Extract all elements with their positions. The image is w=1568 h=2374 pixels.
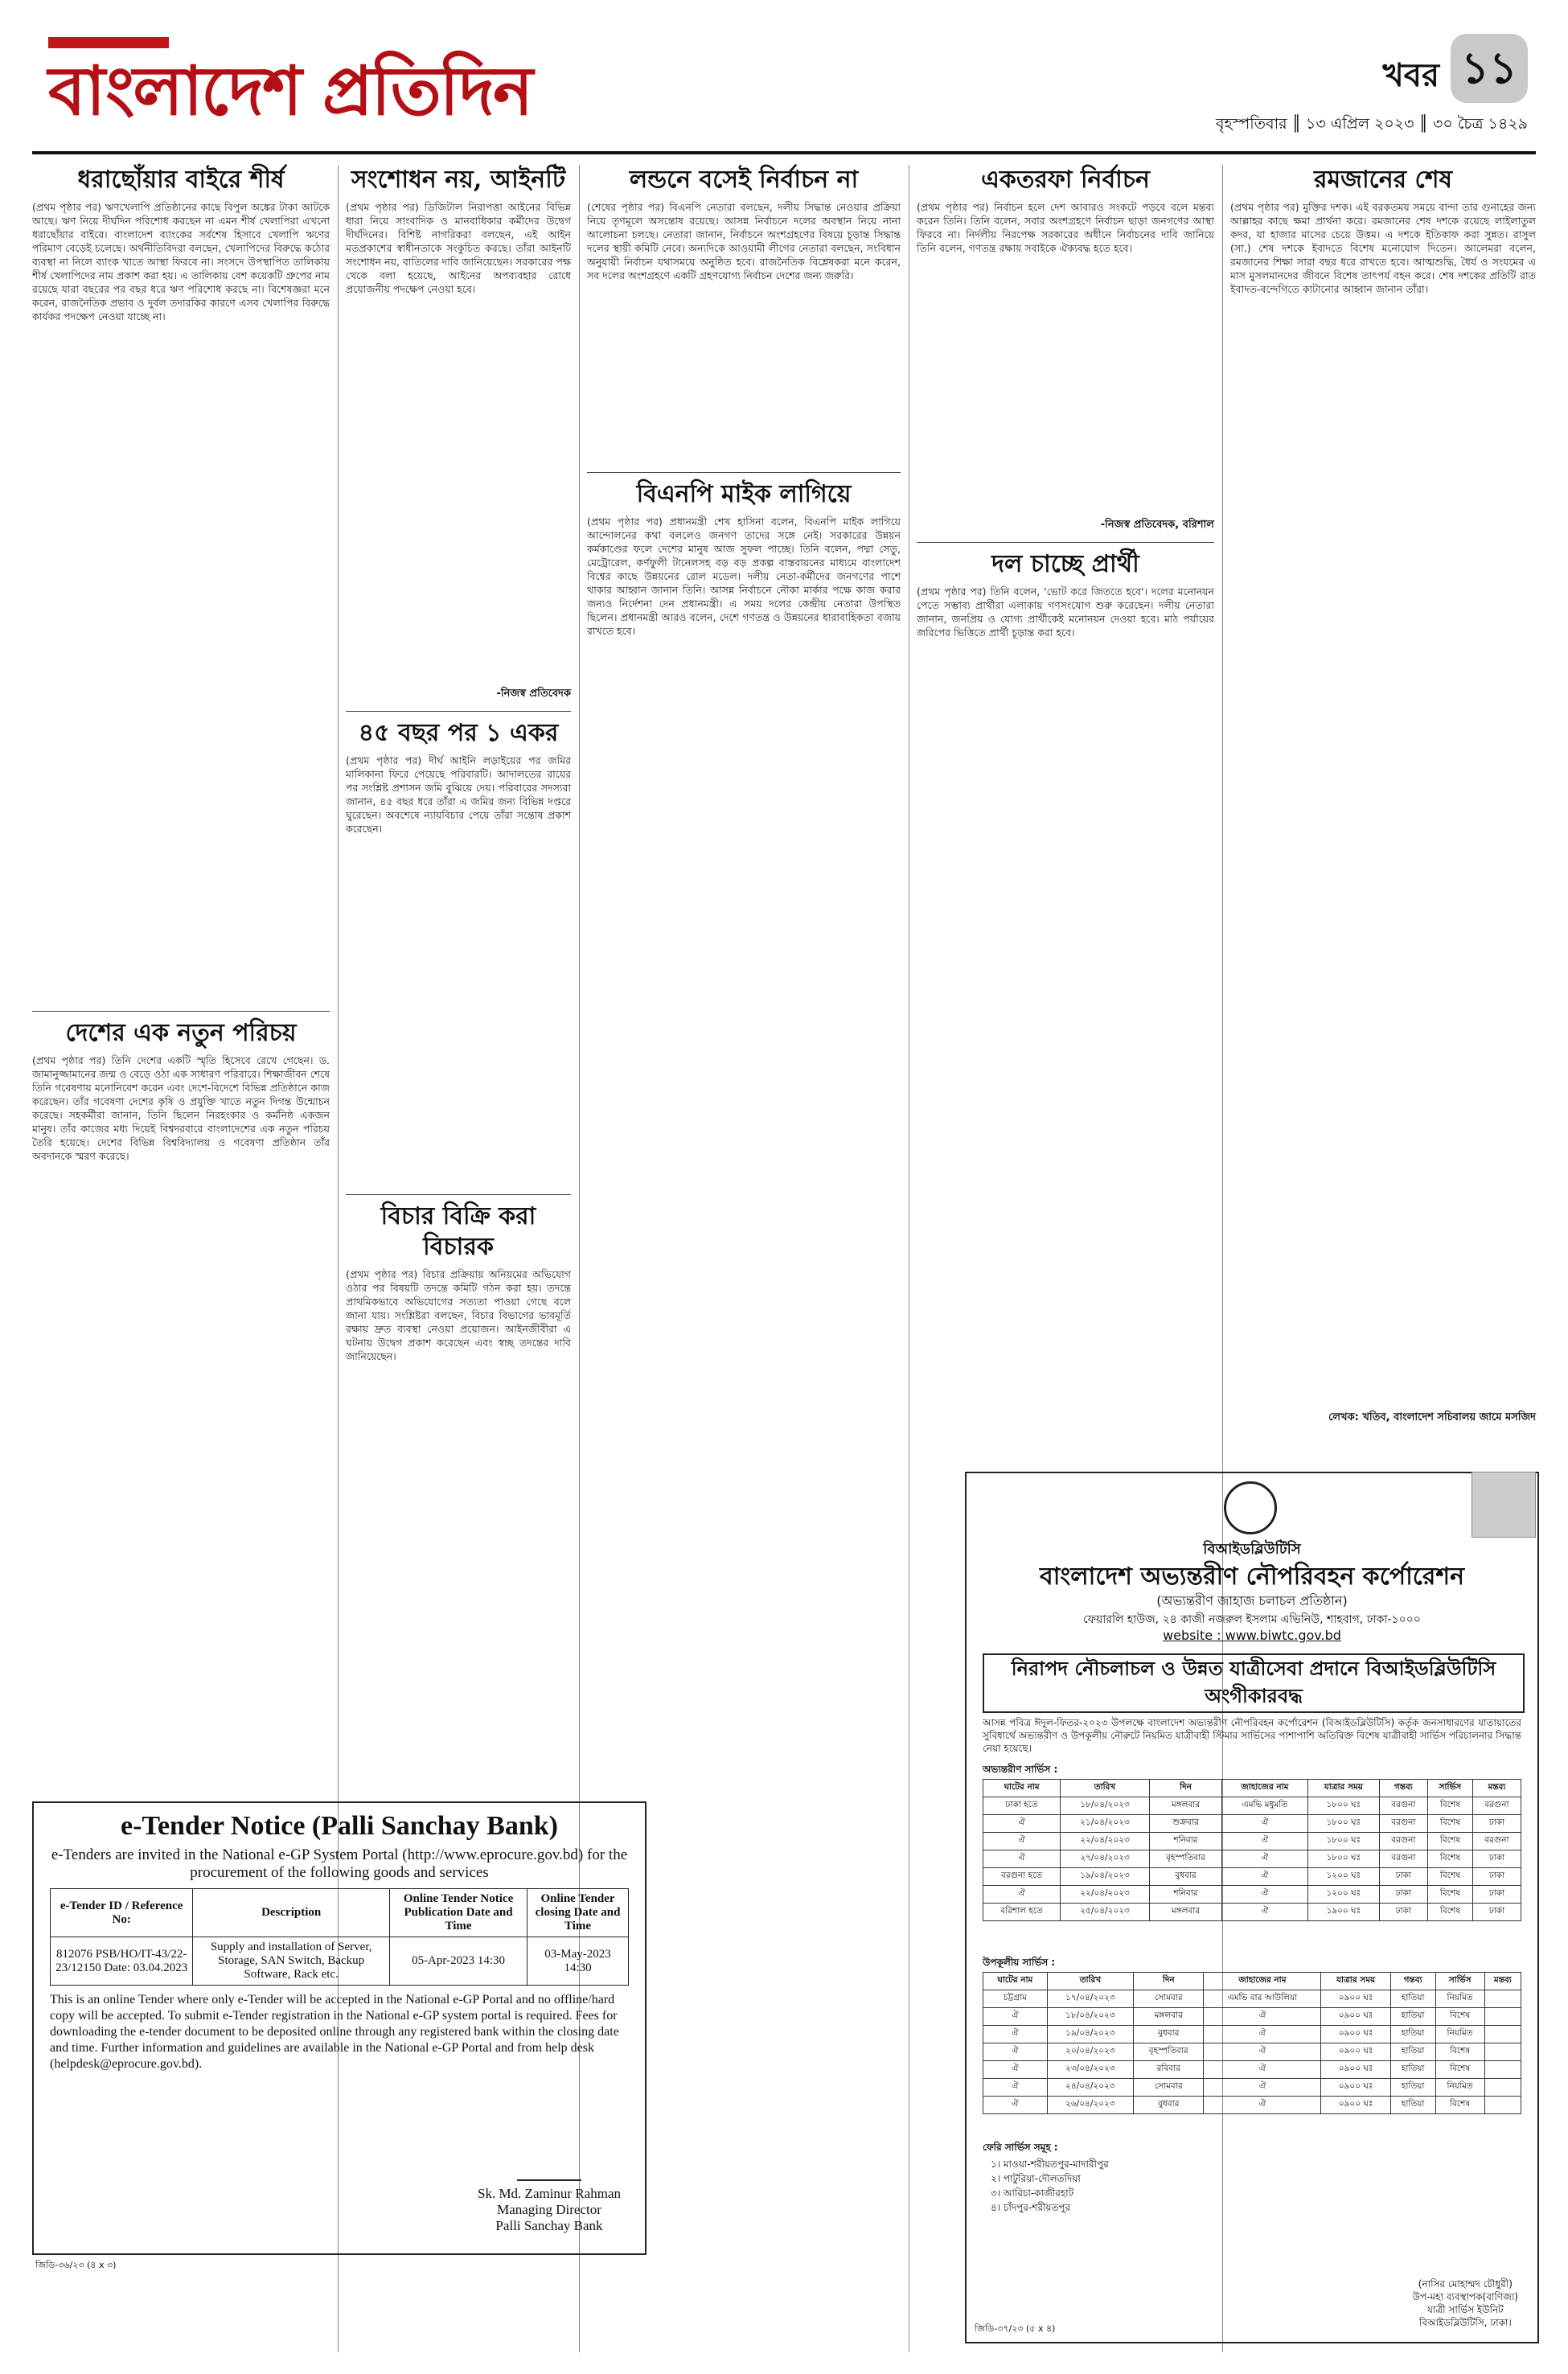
table-cell: ১৮/০৪/২০২৩ [1061, 1797, 1150, 1815]
article-body: (প্রথম পৃষ্ঠার পর) দীর্ঘ আইনি লড়াইয়ের পর জমির মালিকানা ফিরে পেয়েছে পরিবারটি। আদালতের রায়ের পর সংশ্লিষ্ট প্রশাসন জমি বুঝিয়ে দেয়। পরিবারের সদস্যরা জানান, ৪৫ বছর ধরে তাঁরা এ জমির জন্য বিভিন্ন দপ্তরে ঘুরেছেন। অবশেষে ন্যায়বিচার পেয়ে তাঁরা সন্তোষ প্রকাশ করেছেন। [346, 754, 571, 835]
table-cell: রবিবার [1134, 2061, 1204, 2079]
table-cell: ঐ [1222, 1886, 1308, 1904]
table-row [983, 1815, 1521, 1833]
table-cell: ১২০০ ঘঃ [1307, 1886, 1379, 1904]
ferry-service-label: ফেরি সার্ভিস সমূহ : [983, 2142, 1058, 2153]
table-cell: শনিবার [1149, 1886, 1221, 1904]
table-cell: ঐ [983, 2097, 1048, 2114]
table-cell: বিশেষ [1435, 2008, 1484, 2026]
ad-org-subtitle: (অভ্যন্তরীণ জাহাজ চলাচল প্রতিষ্ঠান) [1156, 1593, 1348, 1608]
table-cell: ঐ [983, 2043, 1048, 2061]
ad-code: জিডি-৩৭/২৩ (৫ x ৪) [975, 2323, 1056, 2334]
table-cell: নিয়মিত [1435, 2079, 1484, 2097]
table-cell: ০৯০০ ঘঃ [1321, 2043, 1390, 2061]
table-cell: হাতিয়া [1390, 2079, 1435, 2097]
table-cell: ১৮০০ ঘঃ [1307, 1850, 1379, 1868]
table-row [983, 1886, 1521, 1904]
list-item: ৩। আরিচা-কাজীরহাট [991, 2187, 1074, 2199]
article-body: (শেষের পৃষ্ঠার পর) বিএনপি নেতারা বলছেন, দলীয় সিদ্ধান্ত নেওয়ার প্রক্রিয়া নিয়ে তৃণমূলে অসন্তোষ রয়েছে। আসন্ন নির্বাচনে দলের অবস্থান নিয়ে নানা আলোচনা চলছে। নেতারা জানান, নির্বাচনে অংশগ্রহণের বিষয়ে চূড়ান্ত সিদ্ধান্ত দলের স্থায়ী কমিটি নেবে। অন্যদিকে আওয়ামী লীগের নেতারা বলছেন, সংবিধান অনুযায়ী নির্বাচন যথাসময়ে অনুষ্ঠিত হবে। রাজনৈতিক বিশ্লেষকরা মনে করেন, সব দলের অংশগ্রহণে একটি গ্রহণযোগ্য নির্বাচন দেশের জন্য জরুরি। [587, 201, 901, 281]
table-cell: ঐ [1204, 2079, 1321, 2097]
table-cell: বিশেষ [1427, 1797, 1472, 1815]
ad-org-short: বিআইডব্লিউটিসি [1203, 1541, 1301, 1558]
table-cell: ১৯০০ ঘঃ [1307, 1904, 1379, 1921]
tender-signature [478, 2162, 621, 2234]
table-cell: ১২০০ ঘঃ [1307, 1868, 1379, 1886]
signature-mark [517, 2162, 581, 2181]
table-cell: ১৮/০৪/২০২৩ [1047, 2008, 1133, 2026]
table-cell [1484, 2008, 1521, 2026]
signatory-name: (নাসির মোহাম্মদ চৌধুরী) [1418, 2278, 1513, 2290]
table-row [983, 2026, 1521, 2043]
table-row [51, 1937, 629, 1986]
table-cell: Supply and installation of Server, Storage, SAN Switch, Backup Software, Rack etc. [193, 1937, 390, 1986]
table-cell: ঐ [983, 1815, 1061, 1833]
table-cell: ঐ [1204, 2043, 1321, 2061]
table-cell: বরগুনা [1472, 1833, 1521, 1850]
table-cell: বরিশাল হতে [983, 1904, 1061, 1921]
table-header: সার্ভিস [1435, 1973, 1484, 1990]
coastal-service-label: উপকূলীয় সার্ভিস : [983, 1957, 1056, 1968]
table-cell: বৃহস্পতিবার [1149, 1850, 1221, 1868]
headline[interactable]: বিএনপি মাইক লাগিয়ে [636, 480, 852, 508]
inland-service-label: অভ্যন্তরীণ সার্ভিস : [983, 1764, 1058, 1775]
table-cell: ১৮০০ ঘঃ [1307, 1815, 1379, 1833]
masthead-rule [32, 151, 1536, 154]
table-header: তারিখ [1061, 1780, 1150, 1797]
separator [32, 1011, 330, 1012]
dateline: বৃহস্পতিবার ║ ১৩ এপ্রিল ২০২৩ ║ ৩০ চৈত্র ১৪২৯ [1215, 115, 1528, 133]
table-cell: 812076 PSB/HO/IT-43/22-23/12150 Date: 03.04.2023 [51, 1937, 193, 1986]
table-cell: ঢাকা হতে [983, 1797, 1061, 1815]
list-item: ৪। চাঁদপুর-শরীয়তপুর [991, 2202, 1071, 2213]
table-cell: বিশেষ [1435, 2061, 1484, 2079]
table-cell: এমভি মধুমতি [1222, 1797, 1308, 1815]
table-cell: বৃহস্পতিবার [1134, 2043, 1204, 2061]
table-cell [1484, 2061, 1521, 2079]
table-cell: ২২/০৪/২০২৩ [1061, 1833, 1150, 1850]
table-cell: সোমবার [1134, 1990, 1204, 2008]
table-cell [1484, 2097, 1521, 2114]
column-5 [1230, 165, 1536, 1435]
table-cell: ঐ [1222, 1815, 1308, 1833]
ad-org-title: বাংলাদেশ অভ্যন্তরীণ নৌপরিবহন কর্পোরেশন [1040, 1563, 1464, 1591]
table-cell: ঐ [983, 1850, 1061, 1868]
table-cell: ঐ [983, 2008, 1048, 2026]
table-header: গন্তব্য [1379, 1780, 1427, 1797]
article-body: (প্রথম পৃষ্ঠার পর) ডিজিটাল নিরাপত্তা আইনের বিভিন্ন ধারা নিয়ে সাংবাদিক ও মানবাধিকার কর্মীদের উদ্বেগ দীর্ঘদিনের। বিশিষ্ট নাগরিকরা বলছেন, এই আইন মতপ্রকাশের স্বাধীনতাকে সংকুচিত করছে। তাঁরা আইনটি সংশোধন নয়, বাতিলের দাবি জানিয়েছেন। সরকারের পক্ষ থেকে বলা হয়েছে, আইনের অপব্যবহার রোধে প্রয়োজনীয় পদক্ষেপ নেওয়া হবে। [346, 201, 571, 295]
tender-table [50, 1888, 629, 1986]
table-cell: মঙ্গলবার [1149, 1797, 1221, 1815]
headline[interactable]: ৪৫ বছর পর ১ একর [358, 719, 559, 747]
table-cell: ঐ [1204, 2026, 1321, 2043]
table-cell: বিশেষ [1427, 1833, 1472, 1850]
biwtc-ad [965, 1472, 1539, 2343]
byline: লেখক: খতিব, বাংলাদেশ সচিবালয় জামে মসজিদ [1328, 1411, 1536, 1423]
table-header: দিন [1134, 1973, 1204, 1990]
ad-code: জিডি-৩৬/২৩ (৪ x ৩) [35, 2260, 117, 2270]
table-cell: ঐ [983, 2026, 1048, 2043]
table-cell: ঢাকা [1379, 1886, 1427, 1904]
headline[interactable]: ধরাছোঁয়ার বাইরে শীর্ষ [77, 166, 285, 194]
table-cell: ঢাকা [1472, 1904, 1521, 1921]
table-cell: চট্টগ্রাম [983, 1990, 1048, 2008]
headline[interactable]: একতরফা নির্বাচন [981, 166, 1150, 194]
table-cell: ঐ [1222, 1904, 1308, 1921]
table-cell: হাতিয়া [1390, 2026, 1435, 2043]
page-number: ১১ [1451, 34, 1528, 103]
table-cell [1484, 2026, 1521, 2043]
table-cell: ০৯০০ ঘঃ [1321, 2079, 1390, 2097]
table-cell: 03-May-2023 14:30 [527, 1937, 629, 1986]
table-cell: ২৭/০৪/২০২৩ [1061, 1850, 1150, 1868]
table-cell: বরগুনা [1472, 1797, 1521, 1815]
table-header: গন্তব্য [1390, 1973, 1435, 1990]
ad-address: ফেয়ারলি হাউজ, ২৪ কাজী নজরুল ইসলাম এভিনিউ, শাহবাগ, ঢাকা-১০০০ [1083, 1613, 1421, 1626]
headline[interactable]: সংশোধন নয়, আইনটি [351, 166, 566, 194]
table-cell: বিশেষ [1427, 1815, 1472, 1833]
table-cell: বিশেষ [1427, 1886, 1472, 1904]
table-cell: ঐ [1204, 2008, 1321, 2026]
table-cell: বিশেষ [1435, 2097, 1484, 2114]
table-header: তারিখ [1047, 1973, 1133, 1990]
table-header: মন্তব্য [1484, 1973, 1521, 1990]
table-cell: বরগুনা [1379, 1815, 1427, 1833]
table-cell: ০৯০০ ঘঃ [1321, 2061, 1390, 2079]
table-cell: ১৯/০৪/২০২৩ [1061, 1868, 1150, 1886]
table-cell: ঢাকা [1472, 1815, 1521, 1833]
signatory-org: বিআইডব্লিউটিসি, ঢাকা। [1418, 2317, 1512, 2328]
column-1 [32, 165, 330, 1681]
article-body: (প্রথম পৃষ্ঠার পর) ঋণখেলাপি প্রতিষ্ঠানের কাছে বিপুল অঙ্কের টাকা আটকে আছে। ঋণ নিয়ে দীর্ঘদিন পরিশোধ করছেন না এমন শীর্ষ খেলাপিরা এখনো ধরাছোঁয়ার বাইরে। বাংলাদেশ ব্যাংকের সর্বশেষ হিসাবে খেলাপি ঋণের পরিমাণ বেড়েই চলেছে। অর্থনীতিবিদরা বলছেন, খেলাপিদের বিরুদ্ধে কঠোর ব্যবস্থা না নিলে ব্যাংক খাতে আস্থা ফিরবে না। সংসদে উপস্থাপিত তালিকায় শীর্ষ খেলাপিদের নাম প্রকাশ করা হয়। এ তালিকায় বেশ কয়েকটি গ্রুপের নাম রয়েছে যারা বছরের পর বছর ধরে ঋণ পরিশোধ করছে না। বিশেষজ্ঞরা মনে করেন, রাজনৈতিক প্রভাব ও দুর্বল তদারকির কারণে এসব খেলাপির বিরুদ্ধে কার্যকর পদক্ষেপ নেওয়া যাচ্ছে না। [32, 201, 330, 322]
table-cell: ঐ [1222, 1850, 1308, 1868]
separator [587, 472, 901, 473]
table-cell: বিশেষ [1435, 2043, 1484, 2061]
table-cell: শনিবার [1149, 1833, 1221, 1850]
table-cell: ১৯/০৪/২০২৩ [1047, 2026, 1133, 2043]
table-cell: বুধবার [1134, 2097, 1204, 2114]
byline: -নিজস্ব প্রতিবেদক [496, 688, 571, 700]
table-cell: ঐ [983, 2079, 1048, 2097]
masthead [32, 18, 1536, 146]
table-cell: ২০/০৪/২০২৩ [1047, 2043, 1133, 2061]
column-2 [346, 165, 571, 1718]
article-body: (প্রথম পৃষ্ঠার পর) তিনি দেশের একটি স্মৃতি হিসেবে রেখে গেছেন। ড. জামানুজ্জামানের জন্ম ও বেড়ে ওঠা এক সাধারণ পরিবারে। শিক্ষাজীবন শেষে তিনি গবেষণায় মনোনিবেশ করেন এবং দেশে-বিদেশে বিভিন্ন প্রতিষ্ঠানে কাজ করেছেন। তাঁর গবেষণা দেশের কৃষি ও প্রযুক্তি খাতে নতুন দিগন্ত উন্মোচন করেছে। সহকর্মীরা জানান, তিনি ছিলেন নিরহংকার ও কর্মনিষ্ঠ একজন মানুষ। তাঁর কাজের মধ্য দিয়েই বিশ্বদরবারে বাংলাদেশের এক নতুন পরিচয় তৈরি হয়েছে। দেশের বিভিন্ন বিশ্ববিদ্যালয় ও গবেষণা প্রতিষ্ঠান তাঁর অবদানকে স্মরণ করেছে। [32, 1054, 330, 1162]
ad-body: আসন্ন পবিত্র ঈদুল-ফিতর-২০২৩ উপলক্ষে বাংলাদেশ অভ্যন্তরীণ নৌপরিবহন কর্পোরেশন (বিআইডব্লিউটিসি) কর্তৃক জনসাধারণের যাতায়াতের সুবিধার্থে অভ্যন্তরীণ ও উপকূলীয় নৌরুটে নিয়মিত যাত্রীবাহী স্টিমার সার্ভিসের পাশাপাশি অতিরিক্ত বিশেষ যাত্রীবাহী সার্ভিস পরিচালনার সিদ্ধান্ত নেয়া হয়েছে। [983, 1717, 1521, 1754]
table-cell: বিশেষ [1427, 1868, 1472, 1886]
table-cell: ২৪/০৪/২০২৩ [1047, 2079, 1133, 2097]
table-cell: বুধবার [1134, 2026, 1204, 2043]
signatory-name: Sk. Md. Zaminur Rahman [477, 2186, 621, 2201]
separator [346, 1194, 571, 1195]
table-row [983, 2079, 1521, 2097]
table-header: যাত্রার সময় [1321, 1973, 1390, 1990]
table-cell: ২৩/০৪/২০২৩ [1047, 2061, 1133, 2079]
table-cell: ঐ [1222, 1833, 1308, 1850]
table-cell: ঐ [983, 1833, 1061, 1850]
signatory-title: উপ-মহা ব্যবস্থাপক(বাণিজ্য) [1412, 2291, 1518, 2302]
table-header: ঘাটের নাম [983, 1973, 1048, 1990]
newspaper-logo[interactable]: বাংলাদেশ প্রতিদিন [48, 51, 532, 130]
signatory-org: Palli Sanchay Bank [495, 2218, 603, 2233]
article-body: (প্রথম পৃষ্ঠার পর) মুক্তির দশক। এই বরকতময় সময়ে বান্দা তার গুনাহের জন্য আল্লাহর কাছে ক্ষমা প্রার্থনা করে। রমজানের শেষ দশকে রয়েছে লাইলাতুল কদর, যা হাজার মাসের চেয়ে উত্তম। এ দশকে ইতিকাফ করা সুন্নত। রাসুল (সা.) শেষ দশকে ইবাদতে বিশেষ মনোযোগ দিতেন। আলেমরা বলেন, রমজানের শিক্ষা সারা বছর ধরে রাখতে হবে। আত্মশুদ্ধি, ধৈর্য ও সংযমের এ মাস মুসলমানদের জীবনে বিশেষ তাৎপর্য বহন করে। শেষ দশকের প্রতিটি রাত ইবাদত-বন্দেগিতে কাটানোর আহ্বান জানান তাঁরা। [1230, 201, 1536, 295]
table-cell: ঢাকা [1472, 1868, 1521, 1886]
signatory-title: Managing Director [497, 2202, 601, 2217]
table-cell: ১৭/০৪/২০২৩ [1047, 1990, 1133, 2008]
table-cell: এমভি বার আউলিয়া [1204, 1990, 1321, 2008]
table-cell: ঢাকা [1472, 1850, 1521, 1868]
table-cell: ১৮০০ ঘঃ [1307, 1833, 1379, 1850]
table-cell: ঐ [1204, 2097, 1321, 2114]
portrait-photo [1472, 1472, 1536, 1538]
table-cell: ০৯০০ ঘঃ [1321, 2097, 1390, 2114]
table-cell: 05-Apr-2023 14:30 [389, 1937, 527, 1986]
table-header: e-Tender ID / Reference No: [51, 1889, 193, 1937]
tender-intro: e-Tenders are invited in the National e-GP System Portal (http://www.eprocure.gov.bd) for the procurement of the following goods and services [51, 1846, 628, 1881]
table-row [983, 1868, 1521, 1886]
article-body: (প্রথম পৃষ্ঠার পর) প্রধানমন্ত্রী শেখ হাসিনা বলেন, বিএনপি মাইক লাগিয়ে আন্দোলনের কথা বললেও জনগণ তাদের সঙ্গে নেই। সরকারের উন্নয়ন কর্মকাণ্ডের ফলে দেশের মানুষ আজ সুফল পাচ্ছে। তিনি বলেন, পদ্মা সেতু, মেট্রোরেল, কর্ণফুলী টানেলসহ বড় বড় প্রকল্প বাস্তবায়নের মাধ্যমে বাংলাদেশ বিশ্বের কাছে উন্নয়নের রোল মডেল। দলীয় নেতা-কর্মীদের জনগণের পাশে থাকার আহ্বান জানান তিনি। আসন্ন নির্বাচনে নৌকা মার্কার পক্ষে কাজ করার জন্যও নির্দেশনা দেন প্রধানমন্ত্রী। এ সময় দলের কেন্দ্রীয় নেতারা উপস্থিত ছিলেন। প্রধানমন্ত্রী আরও বলেন, দেশে গণতন্ত্র ও উন্নয়নের ধারাবাহিকতা বজায় রাখতে হবে। [587, 515, 901, 637]
table-header: মন্তব্য [1472, 1780, 1521, 1797]
table-cell: হাতিয়া [1390, 2061, 1435, 2079]
table-cell: বরগুনা [1379, 1797, 1427, 1815]
table-cell: মঙ্গলবার [1134, 2008, 1204, 2026]
table-header: Online Tender Notice Publication Date and Time [389, 1889, 527, 1937]
headline[interactable]: লন্ডনে বসেই নির্বাচন না [629, 166, 859, 194]
article-body: (প্রথম পৃষ্ঠার পর) বিচার প্রক্রিয়ায় অনিয়মের অভিযোগ ওঠার পর বিষয়টি তদন্তে কমিটি গঠন করা হয়। তদন্তে প্রাথমিকভাবে অভিযোগের সত্যতা পাওয়া গেছে বলে জানা যায়। সংশ্লিষ্টরা বলছেন, বিচার বিভাগের ভাবমূর্তি রক্ষায় দ্রুত ব্যবস্থা নেওয়া প্রয়োজন। আইনজীবীরা এ ঘটনায় উদ্বেগ প্রকাশ করেছেন এবং স্বচ্ছ তদন্তের দাবি জানিয়েছেন। [346, 1268, 571, 1362]
coastal-schedule-table [983, 1972, 1521, 2114]
table-cell: ০৯০০ ঘঃ [1321, 1990, 1390, 2008]
list-item: ২। পাটুরিয়া-দৌলতদিয়া [991, 2173, 1081, 2184]
signatory-unit: যাত্রী সার্ভিস ইউনিট [1426, 2304, 1504, 2315]
table-cell: বরগুনা হতে [983, 1868, 1061, 1886]
tender-notice-ad [32, 1801, 646, 2255]
table-header: সার্ভিস [1427, 1780, 1472, 1797]
table-row [983, 1797, 1521, 1815]
headline[interactable]: দেশের এক নতুন পরিচয় [65, 1019, 297, 1047]
table-cell: নিয়মিত [1435, 1990, 1484, 2008]
separator [917, 542, 1214, 543]
table-cell: ০৯০০ ঘঃ [1321, 2008, 1390, 2026]
table-cell: ঐ [1204, 2061, 1321, 2079]
table-row [983, 1904, 1521, 1921]
table-cell: ০৯০০ ঘঃ [1321, 2026, 1390, 2043]
table-header: জাহাজের নাম [1204, 1973, 1321, 1990]
table-cell [1484, 1990, 1521, 2008]
headline[interactable]: দল চাচ্ছে প্রার্থী [991, 550, 1139, 578]
tender-note: This is an online Tender where only e-Tender will be accepted in the National e-GP Portal and no offline/hard copy will be accepted. To submit e-Tender registration in the National e-GP system portal is required. Fees for downloading the e-tender document to be deposited online through any registered bank within the closing date and time. Further information and guidelines are available in the National e-GP Portal and from help desk (helpdesk@eprocure.gov.bd). [50, 1993, 619, 2071]
table-row [983, 2061, 1521, 2079]
tender-title: e-Tender Notice (Palli Sanchay Bank) [120, 1811, 559, 1841]
table-row [983, 1850, 1521, 1868]
article-body: (প্রথম পৃষ্ঠার পর) তিনি বলেন, 'ভোট করে জিততে হবে'। দলের মনোনয়ন পেতে সম্ভাব্য প্রার্থীরা এলাকায় গণসংযোগ শুরু করেছেন। দলীয় নেতারা জানান, জনপ্রিয় ও যোগ্য প্রার্থীকেই মনোনয়ন দেওয়া হবে। মাঠ পর্যায়ের জরিপের ভিত্তিতে প্রার্থী চূড়ান্ত করা হবে। [917, 585, 1214, 639]
table-cell: ২১/০৪/২০২৩ [1061, 1815, 1150, 1833]
table-cell: ১৮০০ ঘঃ [1307, 1797, 1379, 1815]
table-cell: সোমবার [1134, 2079, 1204, 2097]
column-4 [917, 165, 1214, 890]
table-cell: ২৫/০৪/২০২৩ [1061, 1904, 1150, 1921]
separator [346, 711, 571, 712]
table-cell [1484, 2043, 1521, 2061]
table-header: যাত্রার সময় [1307, 1780, 1379, 1797]
ship-wheel-icon [1224, 1481, 1277, 1534]
table-cell: হাতিয়া [1390, 2008, 1435, 2026]
table-header: জাহাজের নাম [1222, 1780, 1308, 1797]
byline: -নিজস্ব প্রতিবেদক, বরিশাল [1100, 519, 1214, 531]
table-row [983, 1833, 1521, 1850]
table-row [983, 2097, 1521, 2114]
table-cell: ঐ [1222, 1868, 1308, 1886]
table-cell: শুক্রবার [1149, 1815, 1221, 1833]
table-cell: হাতিয়া [1390, 2097, 1435, 2114]
article-body: (প্রথম পৃষ্ঠার পর) নির্বাচন হলে দেশ আবারও সংকটে পড়বে বলে মন্তব্য করেন তিনি। তিনি বলেন, সবার অংশগ্রহণে নির্বাচন ছাড়া জনগণের আস্থা ফিরবে না। নির্দলীয় নিরপেক্ষ সরকারের অধীনে নির্বাচনের দাবি জানিয়ে তিনি বলেন, গণতন্ত্র রক্ষায় সবাইকে ঐক্যবদ্ধ হতে হবে। [917, 201, 1214, 254]
table-cell: নিয়মিত [1435, 2026, 1484, 2043]
table-cell: বরগুনা [1379, 1850, 1427, 1868]
table-header: দিন [1149, 1780, 1221, 1797]
table-cell: ২৬/০৪/২০২৩ [1047, 2097, 1133, 2114]
table-cell: হাতিয়া [1390, 2043, 1435, 2061]
headline[interactable]: বিচার বিক্রি করা বিচারক [380, 1202, 536, 1261]
table-cell: ঢাকা [1379, 1868, 1427, 1886]
table-row [983, 1990, 1521, 2008]
table-cell: ঢাকা [1472, 1886, 1521, 1904]
table-cell: বুধবার [1149, 1868, 1221, 1886]
table-cell [1484, 2079, 1521, 2097]
section-label: খবর [1382, 57, 1439, 94]
ad-website-link[interactable]: website : www.biwtc.gov.bd [1163, 1628, 1341, 1643]
logo-tagline-bar [48, 37, 169, 48]
table-cell: মঙ্গলবার [1149, 1904, 1221, 1921]
headline[interactable]: রমজানের শেষ [1313, 166, 1453, 194]
inland-schedule-table [983, 1779, 1521, 1921]
table-cell: ঐ [983, 2061, 1048, 2079]
table-cell: বিশেষ [1427, 1850, 1472, 1868]
table-cell: হাতিয়া [1390, 1990, 1435, 2008]
table-header: ঘাটের নাম [983, 1780, 1061, 1797]
table-cell: ঐ [983, 1886, 1061, 1904]
table-row [983, 2043, 1521, 2061]
table-cell: ২২/০৪/২০২৩ [1061, 1886, 1150, 1904]
ad-banner: নিরাপদ নৌচলাচল ও উন্নত যাত্রীসেবা প্রদানে বিআইডব্লিউটিসি অংগীকারবদ্ধ [983, 1653, 1525, 1713]
ad-signature [1413, 2277, 1518, 2329]
list-item: ১। মাওয়া-শরীয়তপুর-মাদারীপুর [991, 2158, 1109, 2170]
table-header: Online Tender closing Date and Time [527, 1889, 629, 1937]
table-row [983, 2008, 1521, 2026]
table-cell: ঢাকা [1379, 1904, 1427, 1921]
ferry-route-list [991, 2157, 1109, 2215]
table-header: Description [193, 1889, 390, 1937]
table-cell: বিশেষ [1427, 1904, 1472, 1921]
table-cell: বরগুনা [1379, 1833, 1427, 1850]
